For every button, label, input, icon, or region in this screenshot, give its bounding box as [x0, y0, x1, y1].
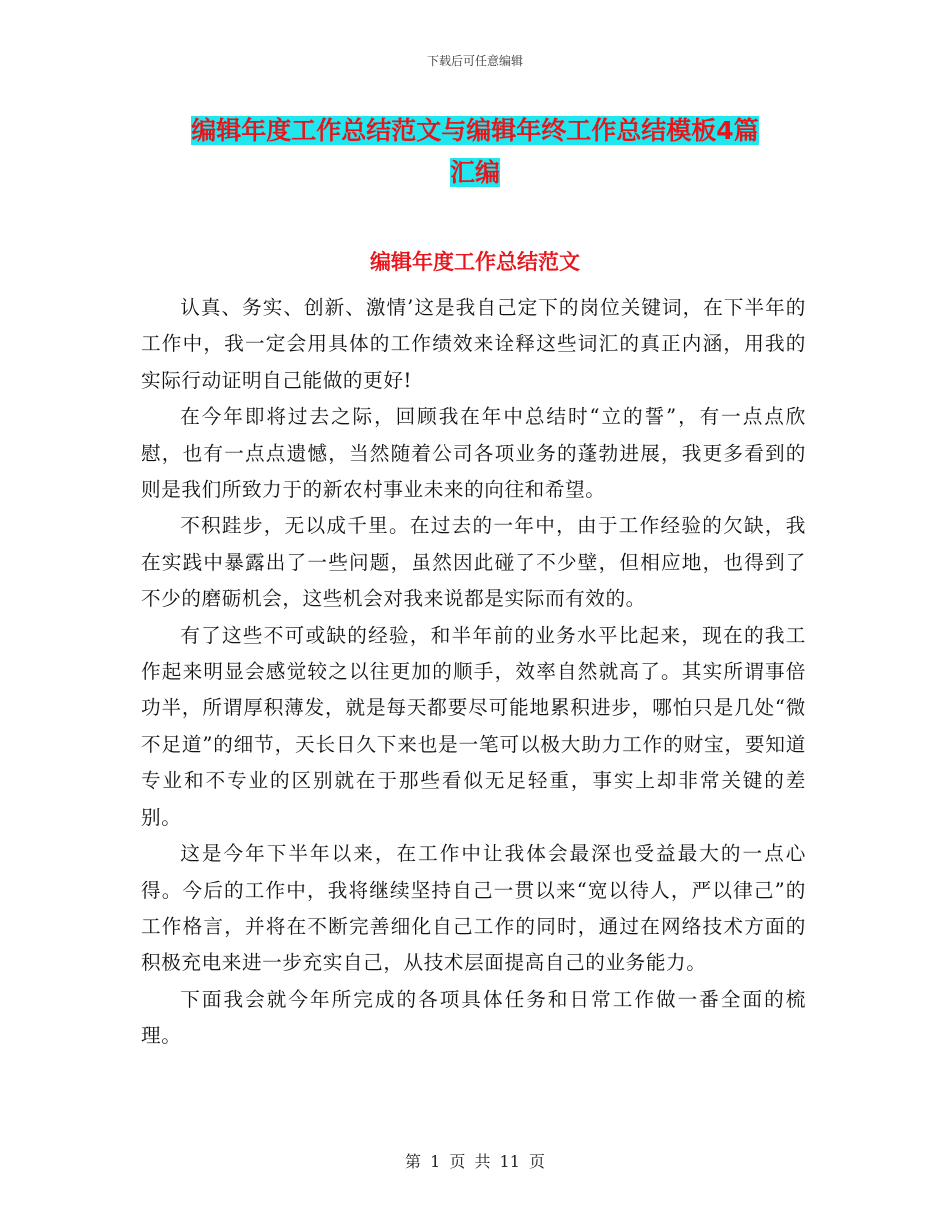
paragraph-4: 有了这些不可或缺的经验，和半年前的业务水平比起来，现在的我工作起来明显会感觉较之以往更加的顺手，效率自然就高了。其实所谓事倍功半，所谓厚积薄发，就是每天都要尽可能地累积进步，哪怕只是几处“微不足道”的细节，天长日久下来也是一笔可以极大助力工作的财宝，要知道专业和不专业的区别就在于那些看似无足轻重，事实上却非常关键的差别。	[141, 623, 806, 829]
document-body	[141, 290, 806, 1055]
document-title-line-1: 编辑年度工作总结范文与编辑年终工作总结模板4篇	[191, 116, 759, 145]
paragraph-2: 在今年即将过去之际，回顾我在年中总结时“立的誓”，有一点点欣慰，也有一点点遗憾，当然随着公司各项业务的蓬勃进展，我更多看到的则是我们所致力于的新农村事业未来的向往和希望。	[141, 405, 806, 502]
paragraph-6: 下面我会就今年所完成的各项具体任务和日常工作做一番全面的梳理。	[141, 987, 806, 1048]
page-number: 第 1 页 共 11 页	[405, 1152, 545, 1171]
page-header-note: 下载后可任意编辑	[426, 54, 523, 68]
paragraph-1: 认真、务实、创新、激情’这是我自己定下的岗位关键词，在下半年的工作中，我一定会用具体的工作绩效来诠释这些词汇的真正内涵，用我的实际行动证明自己能做的更好!	[141, 296, 806, 392]
paragraph-5: 这是今年下半年以来，在工作中让我体会最深也受益最大的一点心得。今后的工作中，我将继续坚持自己一贯以来“宽以待人，严以律己”的工作格言，并将在不断完善细化自己工作的同时，通过在网络技术方面的积极充电来进一步充实自己，从技术层面提高自己的业务能力。	[141, 842, 806, 975]
paragraph-3: 不积跬步，无以成千里。在过去的一年中，由于工作经验的欠缺，我在实践中暴露出了一些问题，虽然因此碰了不少壁，但相应地，也得到了不少的磨砺机会，这些机会对我来说都是实际而有效的。	[141, 514, 806, 611]
section-title: 编辑年度工作总结范文	[370, 250, 580, 274]
document-title	[150, 110, 800, 194]
document-title-line-2: 汇编	[449, 158, 500, 187]
